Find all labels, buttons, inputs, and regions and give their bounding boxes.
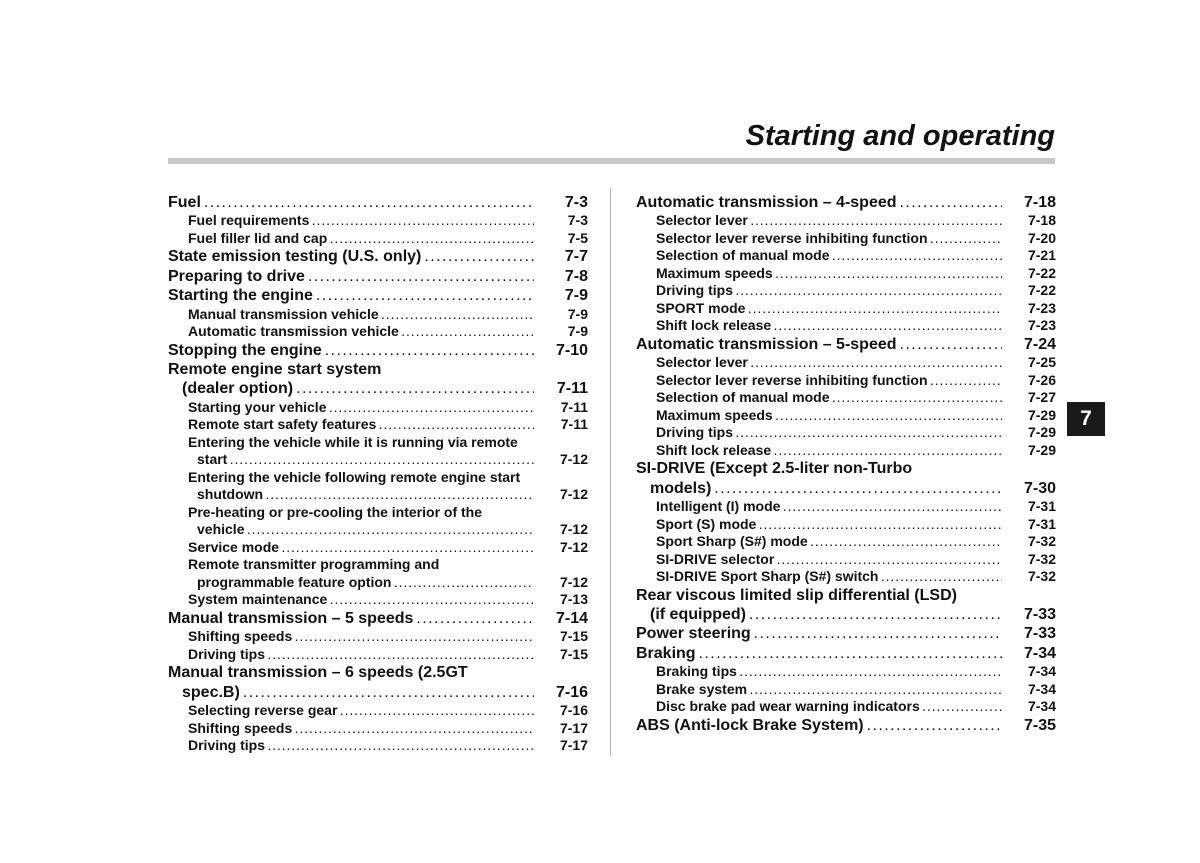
toc-entry-title: Remote start safety features . . . [188,416,534,434]
toc-subentry[interactable] [168,504,588,539]
toc-entry-title: Selection of manual mode . . . [656,389,1002,407]
toc-page-number: 7-12 [559,573,588,590]
toc-entry-title: Maximum speeds . . . [656,407,1002,425]
toc-page-number: 7-12 [559,521,588,538]
toc-page-number: 7-12 [559,486,588,503]
toc-subentry[interactable] [636,354,1056,372]
toc-entry-title: Driving tips . . . [656,282,1002,300]
toc-entry-title: Selector lever reverse inhibiting function . . . [656,230,1002,248]
toc-entry-title: Pre-heating or pre-cooling the interior of the [188,503,483,520]
toc-entry-title: Driving tips . . . [188,646,534,664]
toc-subentry[interactable] [168,737,588,755]
toc-page-number: 7-18 [1023,194,1056,211]
toc-page-number: 7-34 [1027,698,1056,715]
toc-page-number: 7-27 [1027,389,1056,406]
toc-page-number: 7-5 [567,229,588,246]
toc-subentry[interactable] [168,469,588,504]
toc-page-number: 7-34 [1023,644,1056,662]
toc-subentry[interactable] [168,591,588,609]
toc-page-number: 7-22 [1027,264,1056,281]
toc-entry-continuation [636,605,1056,624]
toc-subentry[interactable] [636,533,1056,551]
toc-page-number: 7-9 [567,323,588,340]
toc-entry-title: Driving tips . . . [188,737,534,755]
toc-entry-continuation [188,451,588,469]
toc-left-column [168,193,588,755]
toc-entry-continuation [168,379,588,398]
toc-entry-title: Power steering . . . [636,624,1002,643]
toc-page-number: 7-32 [1027,550,1056,567]
toc-entry-title: SPORT mode . . . [656,300,1002,318]
toc-page-number: 7-34 [1027,663,1056,680]
toc-page-number: 7-17 [559,737,588,754]
toc-entry-title: Disc brake pad wear warning indicators . . . [656,698,1002,716]
toc-entry-title: programmable feature option . . . [197,574,534,592]
toc-subentry[interactable] [168,230,588,248]
toc-entry-title: Selection of manual mode . . . [656,247,1002,265]
toc-entry-title: Sport Sharp (S#) mode . . . [656,533,1002,551]
toc-page-number: 7-13 [559,591,588,608]
toc-entry-title: Fuel requirements . . . [188,212,534,230]
toc-page-number: 7-16 [559,702,588,719]
toc-page-number: 7-22 [1027,282,1056,299]
toc-entry[interactable] [636,644,1056,663]
toc-page-number: 7-24 [1023,335,1056,353]
toc-entry-title: (if equipped) . . . [650,605,1002,624]
toc-entry-title: Manual transmission vehicle . . . [188,306,534,324]
toc-subentry[interactable] [168,416,588,434]
toc-entry-title: Automatic transmission – 4-speed . . . [636,193,1002,212]
toc-subentry[interactable] [168,212,588,230]
toc-entry-title: Selector lever . . . [656,354,1002,372]
toc-page-number: 7-23 [1027,299,1056,316]
toc-page-number: 7-14 [555,609,588,627]
toc-entry-title: Manual transmission – 5 speeds . . . [168,609,534,628]
toc-page-number: 7-15 [559,645,588,662]
toc-subentry[interactable] [636,516,1056,534]
toc-subentry[interactable] [636,212,1056,230]
toc-entry[interactable] [636,193,1056,212]
toc-entry[interactable] [636,716,1056,735]
toc-entry-continuation [188,521,588,539]
toc-entry-title: Stopping the engine . . . [168,341,534,360]
toc-page-number: 7-34 [1027,680,1056,697]
toc-entry-title: start . . . [197,451,534,469]
toc-page-number: 7-20 [1027,229,1056,246]
toc-subentry[interactable] [636,442,1056,460]
toc-entry[interactable] [168,609,588,628]
toc-subentry[interactable] [636,247,1056,265]
toc-subentry[interactable] [636,389,1056,407]
toc-page-number: 7-29 [1027,406,1056,423]
toc-entry-title: ABS (Anti-lock Brake System) . . . [636,716,1002,735]
toc-page-number: 7-18 [1027,212,1056,229]
title-rule [168,158,1055,164]
toc-page-number: 7-12 [559,451,588,468]
toc-subentry[interactable] [636,282,1056,300]
toc-page-number: 7-11 [560,398,588,415]
toc-page-number: 7-30 [1023,479,1056,497]
toc-subentry[interactable] [636,317,1056,335]
toc-entry-title: SI-DRIVE Sport Sharp (S#) switch . . . [656,568,1002,586]
toc-subentry[interactable] [636,663,1056,681]
toc-entry-title: Automatic transmission vehicle . . . [188,323,534,341]
toc-page-number: 7-9 [567,305,588,322]
toc-entry-title: Entering the vehicle while it is running via remote [188,433,518,450]
toc-subentry[interactable] [168,646,588,664]
toc-entry-title: Shift lock release . . . [656,317,1002,335]
toc-entry-title: models) . . . [650,479,1002,498]
toc-page-number: 7-32 [1027,568,1056,585]
toc-page-number: 7-8 [564,267,588,285]
toc-page-number: 7-33 [1023,625,1056,643]
toc-entry[interactable] [636,624,1056,643]
toc-subentry[interactable] [168,323,588,341]
toc-subentry[interactable] [636,407,1056,425]
toc-subentry[interactable] [168,720,588,738]
toc-entry[interactable] [168,360,588,399]
toc-page-number: 7-11 [556,380,588,398]
toc-entry-title: Starting your vehicle . . . [188,399,534,417]
toc-entry-title: Selector lever . . . [656,212,1002,230]
toc-entry-title: Starting the engine . . . [168,286,534,305]
toc-entry-title: vehicle . . . [197,521,534,539]
toc-entry-continuation [636,479,1056,498]
toc-page-number: 7-32 [1027,533,1056,550]
toc-entry-title: Maximum speeds . . . [656,265,1002,283]
toc-entry[interactable] [168,341,588,360]
toc-subentry[interactable] [168,628,588,646]
toc-page-number: 7-31 [1027,498,1056,515]
toc-entry-title: Brake system . . . [656,681,1002,699]
toc-entry-title: SI-DRIVE selector . . . [656,551,1002,569]
toc-page-number: 7-29 [1027,424,1056,441]
toc-entry-title: Braking . . . [636,644,1002,663]
toc-entry-title: Fuel . . . [168,193,534,212]
toc-page-number: 7-15 [559,628,588,645]
toc-page-number: 7-35 [1023,716,1056,734]
toc-page-number: 7-9 [564,287,588,305]
toc-entry-title: Entering the vehicle following remote engine start [188,468,521,485]
toc-subentry[interactable] [168,399,588,417]
toc-entry-continuation [188,486,588,504]
toc-subentry[interactable] [636,300,1056,318]
page-title: Starting and operating [745,120,1055,152]
toc-page-number: 7-3 [567,212,588,229]
toc-entry-continuation [188,574,588,592]
toc-subentry[interactable] [168,434,588,469]
toc-entry[interactable] [168,193,588,212]
toc-subentry[interactable] [636,551,1056,569]
toc-page-number: 7-10 [555,341,588,359]
toc-subentry[interactable] [168,539,588,557]
toc-entry-title: Selector lever reverse inhibiting function . . . [656,372,1002,390]
toc-entry-title: SI-DRIVE (Except 2.5-liter non-Turbo [636,460,913,478]
toc-subentry[interactable] [168,702,588,720]
toc-entry-title: Service mode . . . [188,539,534,557]
toc-subentry[interactable] [168,556,588,591]
toc-entry-title: Remote engine start system [168,361,382,379]
toc-page-number: 7-29 [1027,441,1056,458]
toc-entry-title: Automatic transmission – 5-speed . . . [636,335,1002,354]
toc-page-number: 7-33 [1023,606,1056,624]
toc-entry[interactable] [636,459,1056,498]
toc-entry-title: Shift lock release . . . [656,442,1002,460]
toc-page-number: 7-17 [559,719,588,736]
toc-entry-title: Manual transmission – 6 speeds (2.5GT [168,664,468,682]
toc-entry[interactable] [168,247,588,266]
toc-entry-title: Braking tips . . . [656,663,1002,681]
toc-entry[interactable] [636,335,1056,354]
toc-entry-title: Preparing to drive . . . [168,267,534,286]
toc-page-number: 7-25 [1027,354,1056,371]
toc-entry-title: System maintenance . . . [188,591,534,609]
toc-page-number: 7-12 [559,538,588,555]
toc-entry-title: Intelligent (I) mode . . . [656,498,1002,516]
toc-subentry[interactable] [168,306,588,324]
toc-page-number: 7-3 [564,194,588,211]
toc-entry[interactable] [168,267,588,286]
toc-entry-continuation [168,683,588,702]
toc-entry-title: Fuel filler lid and cap . . . [188,230,534,248]
toc-subentry[interactable] [636,424,1056,442]
toc-subentry[interactable] [636,681,1056,699]
toc-entry-title: Remote transmitter programming and [188,556,440,573]
toc-right-column [636,193,1056,735]
toc-entry-title: (dealer option) . . . [182,379,534,398]
toc-entry-title: Sport (S) mode . . . [656,516,1002,534]
toc-entry-title: State emission testing (U.S. only) . . . [168,247,534,266]
toc-subentry[interactable] [636,698,1056,716]
toc-entry[interactable] [168,286,588,305]
toc-page-number: 7-7 [564,248,588,266]
toc-subentry[interactable] [636,498,1056,516]
toc-subentry[interactable] [636,265,1056,283]
toc-entry-title: Selecting reverse gear . . . [188,702,534,720]
toc-entry[interactable] [636,586,1056,625]
toc-subentry[interactable] [636,568,1056,586]
toc-entry-title: Rear viscous limited slip differential (LSD) [636,586,957,604]
toc-page-number: 7-23 [1027,317,1056,334]
toc-page-number: 7-16 [555,683,588,701]
toc-entry-title: Shifting speeds . . . [188,628,534,646]
chapter-tab[interactable]: 7 [1067,402,1105,436]
toc-page-number: 7-11 [560,416,588,433]
toc-entry-title: Driving tips . . . [656,424,1002,442]
toc-page-number: 7-26 [1027,371,1056,388]
toc-subentry[interactable] [636,230,1056,248]
toc-entry[interactable] [168,663,588,702]
toc-entry-title: spec.B) . . . [182,683,534,702]
toc-page-number: 7-21 [1027,247,1056,264]
toc-entry-title: Shifting speeds . . . [188,720,534,738]
toc-entry-title: shutdown . . . [197,486,534,504]
toc-page-number: 7-31 [1027,515,1056,532]
column-divider [610,188,611,756]
toc-subentry[interactable] [636,372,1056,390]
